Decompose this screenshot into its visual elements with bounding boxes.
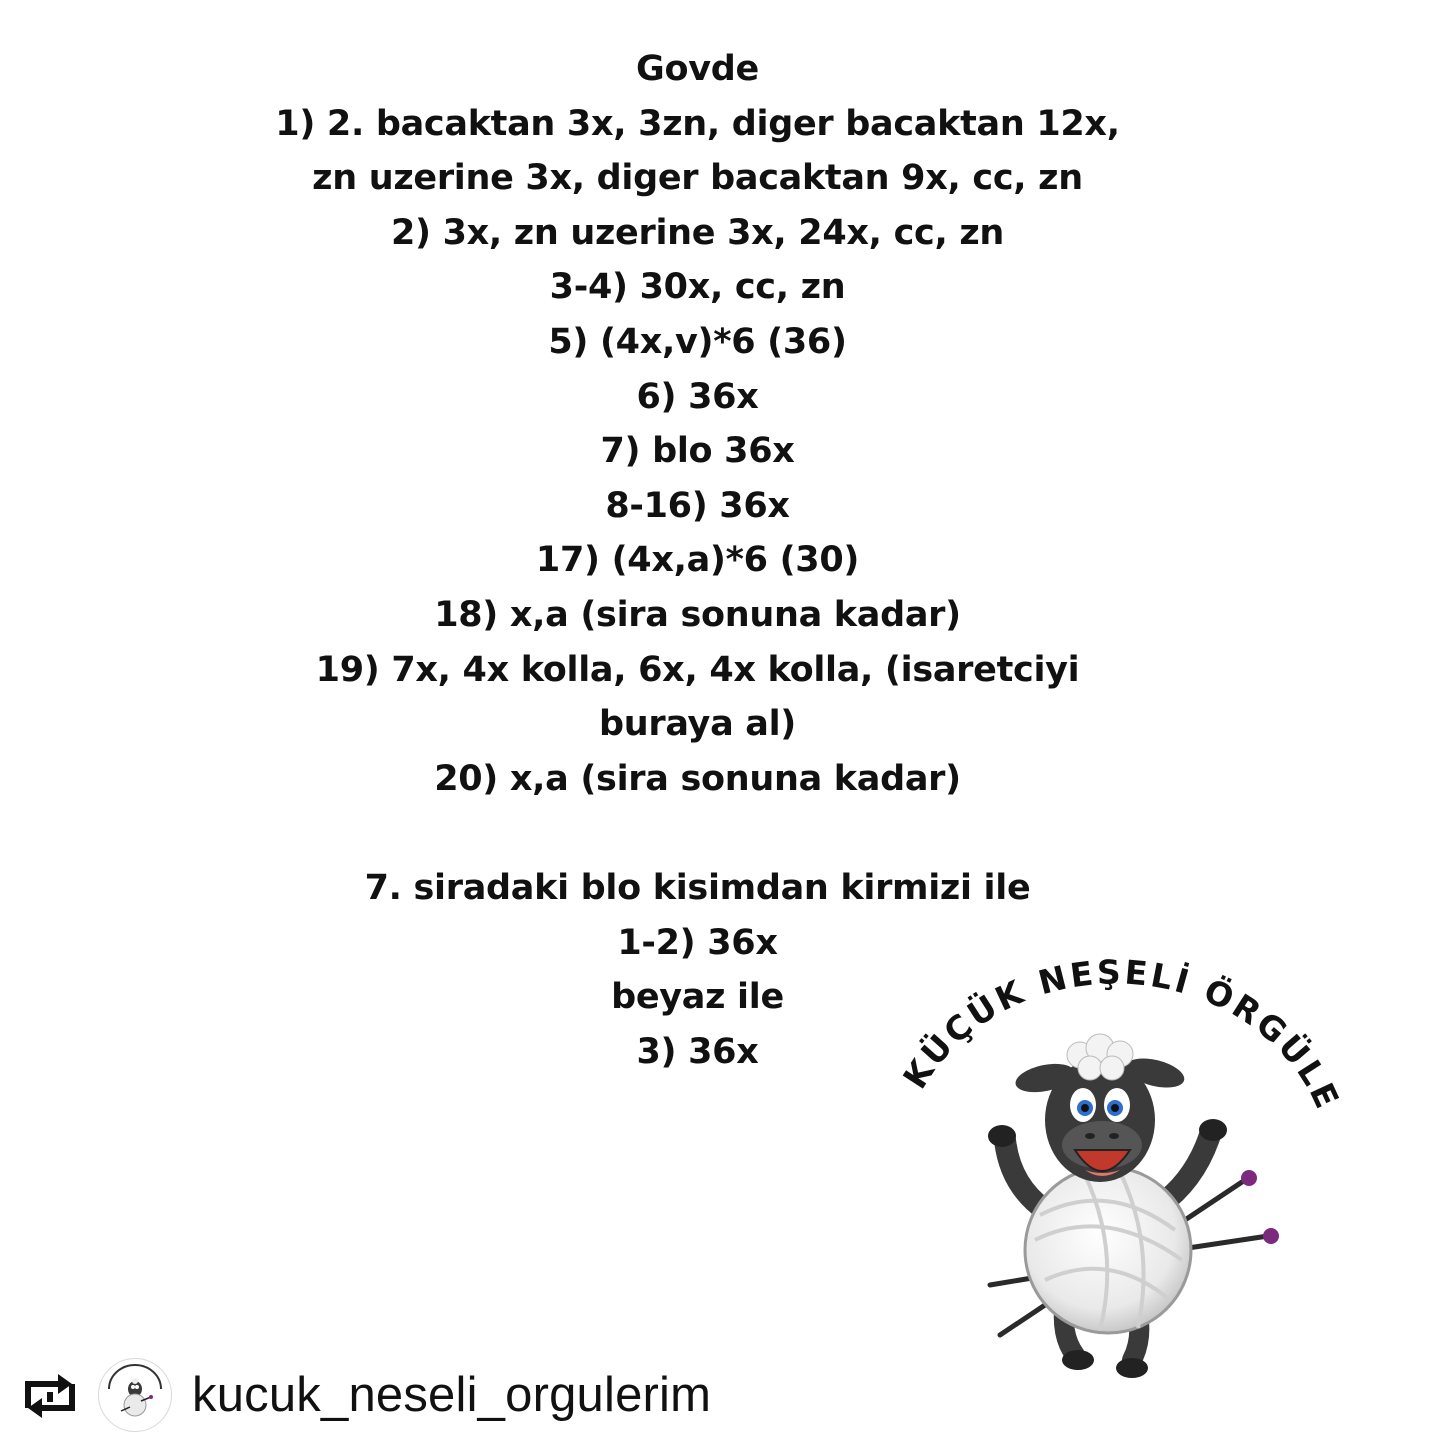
pattern-line: 8-16) 36x xyxy=(605,485,790,526)
pattern-line: zn uzerine 3x, diger bacaktan 9x, cc, zn xyxy=(312,158,1083,199)
repost-footer xyxy=(0,1350,1440,1440)
pattern-line: 7) blo 36x xyxy=(600,431,795,472)
pattern-line: 17) (4x,a)*6 (30) xyxy=(535,540,860,581)
profile-avatar-logo[interactable] xyxy=(98,1358,172,1432)
pattern-line: 6) 36x xyxy=(636,376,759,417)
pattern-line: 19) 7x, 4x kolla, 6x, 4x kolla, (isaretciyi xyxy=(315,649,1080,690)
pattern-line: buraya al) xyxy=(598,704,796,745)
sheep-yarn-ball-logo xyxy=(870,930,1340,1400)
pattern-line: beyaz ile xyxy=(611,977,784,1018)
pattern-line: 7. siradaki blo kisimdan kirmizi ile xyxy=(364,867,1031,908)
pattern-line: 1-2) 36x xyxy=(617,922,778,963)
pattern-line: 3-4) 30x, cc, zn xyxy=(549,267,846,308)
pattern-line: 1) 2. bacaktan 3x, 3zn, diger bacaktan 12x, xyxy=(275,103,1120,144)
pattern-title: Govde xyxy=(636,49,759,89)
pattern-line: 20) x,a (sira sonuna kadar) xyxy=(434,758,961,799)
logo-arc-text: KÜÇÜK NEŞELİ ÖRGÜL xyxy=(895,952,1336,1096)
username-label[interactable]: kucuk_neseli_orgulerim xyxy=(192,1368,712,1422)
pattern-line: 3) 36x xyxy=(636,1031,759,1072)
pattern-text xyxy=(0,42,1395,1079)
pattern-line: 2) 3x, zn uzerine 3x, 24x, cc, zn xyxy=(390,212,1005,253)
repost-icon[interactable] xyxy=(20,1368,80,1424)
pattern-blank-line xyxy=(0,806,1395,861)
pattern-line: 18) x,a (sira sonuna kadar) xyxy=(434,594,961,635)
pattern-line: 5) (4x,v)*6 (36) xyxy=(548,321,847,362)
